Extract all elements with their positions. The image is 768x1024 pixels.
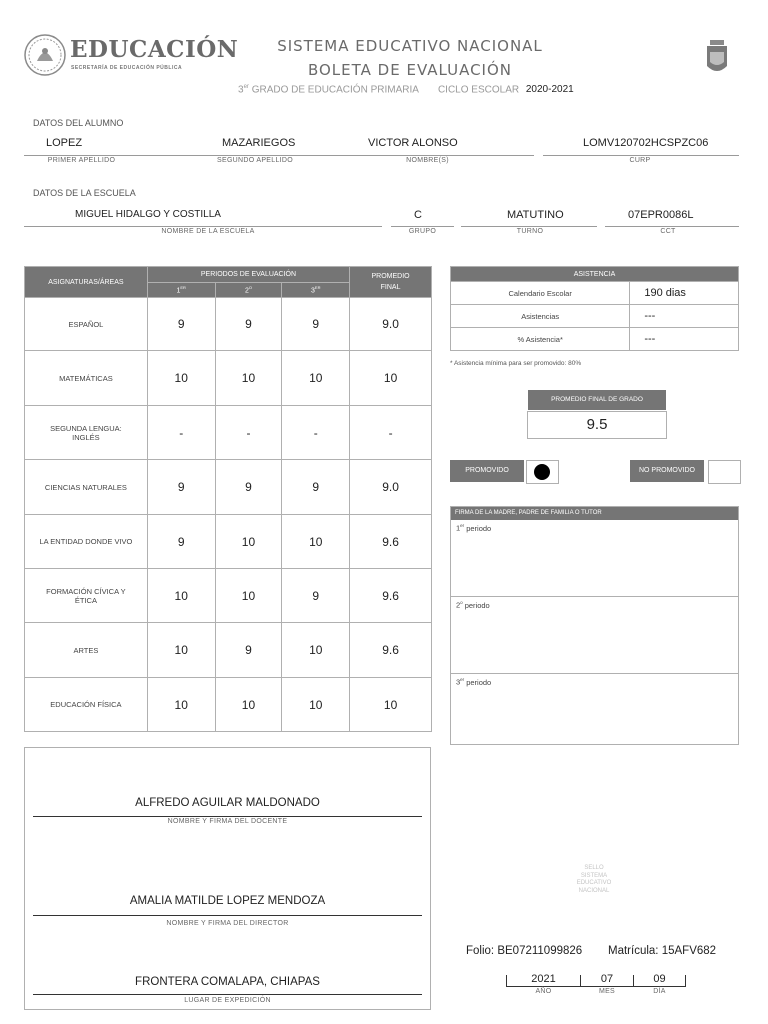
date-year-label: AÑO bbox=[535, 988, 552, 995]
student-first-surname: LOPEZ bbox=[46, 137, 83, 149]
shift-label: TURNO bbox=[516, 228, 544, 235]
final-average: 9.6 bbox=[350, 623, 432, 678]
grade-row bbox=[25, 460, 432, 515]
grade-sup: er bbox=[243, 84, 249, 90]
attendance-label: Calendario Escolar bbox=[451, 282, 630, 305]
date-day-label: DÍA bbox=[653, 988, 666, 995]
final-grade-label: PROMEDIO FINAL DE GRADO bbox=[528, 390, 666, 410]
date-month: 07 bbox=[600, 973, 614, 985]
period-number: 2 bbox=[244, 287, 249, 295]
final-average: 10 bbox=[350, 351, 432, 406]
period-3-grade: 10 bbox=[282, 351, 350, 406]
attendance-value: --- bbox=[630, 328, 739, 351]
student-second-surname: MAZARIEGOS bbox=[222, 137, 296, 149]
attendance-label: Asistencias bbox=[451, 305, 630, 328]
logo-title: EDUCACIÓN bbox=[70, 36, 239, 63]
parent-signature-period-1 bbox=[451, 520, 738, 597]
grade-row bbox=[25, 678, 432, 732]
sep-seal-logo bbox=[24, 34, 66, 76]
period-suffix: ER bbox=[314, 285, 321, 291]
final-average: 9.6 bbox=[350, 515, 432, 569]
period-2-grade: 9 bbox=[215, 298, 282, 351]
period-suffix: o bbox=[460, 600, 463, 605]
subject-name: MATEMÁTICAS bbox=[25, 351, 148, 406]
attendance-value: --- bbox=[630, 305, 739, 328]
promoted-mark-icon bbox=[534, 464, 550, 480]
period-1-grade: 10 bbox=[147, 678, 215, 732]
period-1-grade: 9 bbox=[147, 460, 215, 515]
folio bbox=[466, 945, 582, 957]
final-average: 9.0 bbox=[350, 460, 432, 515]
parent-signature-period-3 bbox=[451, 674, 738, 750]
not-promoted-label: NO PROMOVIDO bbox=[630, 460, 704, 482]
not-promoted-checkbox bbox=[708, 460, 741, 484]
grade-row bbox=[25, 569, 432, 623]
period-2-grade: 9 bbox=[215, 460, 282, 515]
promoted-label: PROMOVIDO bbox=[450, 460, 524, 482]
period-3-grade: 9 bbox=[282, 298, 350, 351]
folio-value: BE07211099826 bbox=[497, 945, 583, 957]
second-surname-label: SEGUNDO APELLIDO bbox=[217, 157, 293, 164]
period-1-grade: 10 bbox=[147, 623, 215, 678]
director-name: AMALIA MATILDE LOPEZ MENDOZA bbox=[129, 895, 326, 907]
school-shift: MATUTINO bbox=[507, 209, 564, 221]
attendance-row bbox=[451, 305, 739, 328]
period-3-grade: - bbox=[282, 406, 350, 460]
period-text: periodo bbox=[464, 600, 490, 610]
cycle-label: CICLO ESCOLAR bbox=[437, 84, 520, 96]
parent-signature-period-2 bbox=[451, 597, 738, 674]
subject-name: FORMACIÓN CÍVICA Y ÉTICA bbox=[25, 569, 148, 623]
place-of-issue: FRONTERA COMALAPA, CHIAPAS bbox=[135, 976, 320, 988]
date-month-label: MES bbox=[598, 988, 616, 995]
period-3-grade: 9 bbox=[282, 460, 350, 515]
period-suffix: ER bbox=[180, 285, 186, 291]
period-1-grade: 9 bbox=[147, 515, 215, 569]
average-header bbox=[350, 267, 432, 298]
group-label: GRUPO bbox=[408, 228, 437, 235]
signatures-box bbox=[24, 747, 431, 1010]
attendance-table bbox=[450, 266, 739, 351]
period-1-grade: 10 bbox=[147, 351, 215, 406]
period-2-grade: 10 bbox=[215, 351, 282, 406]
grade-row bbox=[25, 623, 432, 678]
period-header-2 bbox=[215, 283, 282, 298]
subjects-header: ASIGNATURAS/ÁREAS bbox=[25, 267, 148, 298]
grades-table bbox=[24, 266, 432, 732]
teacher-name: ALFREDO AGUILAR MALDONADO bbox=[135, 797, 320, 809]
document-subtitle: BOLETA DE EVALUACIÓN bbox=[307, 61, 513, 79]
period-number: 3 bbox=[311, 287, 315, 295]
period-text: periodo bbox=[466, 523, 492, 533]
school-name-label: NOMBRE DE LA ESCUELA bbox=[161, 228, 255, 235]
final-average: - bbox=[350, 406, 432, 460]
seal-placeholder bbox=[564, 865, 624, 895]
attendance-row bbox=[451, 328, 739, 351]
period-3-grade: 10 bbox=[282, 515, 350, 569]
cycle-value: 2020-2021 bbox=[525, 84, 574, 96]
period-2-grade: 10 bbox=[215, 678, 282, 732]
period-suffix: er bbox=[460, 677, 465, 682]
school-cct: 07EPR0086L bbox=[628, 209, 694, 221]
director-label: NOMBRE Y FIRMA DEL DIRECTOR bbox=[166, 920, 289, 927]
period-text: periodo bbox=[466, 677, 492, 687]
grade-row bbox=[25, 351, 432, 406]
date-year: 2021 bbox=[531, 973, 556, 985]
folio-label: Folio: bbox=[466, 945, 495, 957]
period-2-grade: - bbox=[215, 406, 282, 460]
grade-line bbox=[238, 84, 574, 95]
attendance-value: 190 dias bbox=[630, 282, 739, 305]
attendance-row bbox=[451, 282, 739, 305]
matricula bbox=[608, 945, 716, 957]
cct-label: CCT bbox=[660, 228, 676, 235]
student-section-label: DATOS DEL ALUMNO bbox=[33, 118, 124, 128]
final-grade-value: 9.5 bbox=[527, 411, 667, 439]
period-3-grade: 10 bbox=[282, 623, 350, 678]
logo-subtitle: SECRETARÍA DE EDUCACIÓN PÚBLICA bbox=[71, 65, 183, 71]
period-number: 3 bbox=[456, 677, 461, 687]
subject-name: CIENCIAS NATURALES bbox=[25, 460, 148, 515]
state-coat-of-arms bbox=[704, 38, 730, 78]
grade-number: 3 bbox=[238, 84, 244, 96]
subject-name: SEGUNDA LENGUA: INGLÉS bbox=[25, 406, 148, 460]
curp-label: CURP bbox=[629, 157, 651, 164]
final-average: 9.6 bbox=[350, 569, 432, 623]
seal-line-2: SISTEMA bbox=[580, 872, 608, 879]
parent-signature-box bbox=[450, 506, 739, 745]
period-2-grade: 10 bbox=[215, 569, 282, 623]
period-1-grade: - bbox=[147, 406, 215, 460]
seal-line-4: NACIONAL bbox=[578, 887, 610, 894]
period-1-grade: 10 bbox=[147, 569, 215, 623]
period-header-1 bbox=[147, 283, 215, 298]
grade-text: GRADO DE EDUCACIÓN PRIMARIA bbox=[251, 84, 419, 96]
place-label: LUGAR DE EXPEDICIÓN bbox=[184, 997, 271, 1004]
subject-name: ARTES bbox=[25, 623, 148, 678]
period-number: 1 bbox=[456, 523, 461, 533]
grade-row bbox=[25, 298, 432, 351]
periods-header: PERIODOS DE EVALUACIÓN bbox=[147, 267, 349, 283]
teacher-label: NOMBRE Y FIRMA DEL DOCENTE bbox=[167, 818, 288, 825]
attendance-note: * Asistencia mínima para ser promovido: 80% bbox=[450, 360, 582, 367]
attendance-header: ASISTENCIA bbox=[451, 267, 739, 282]
seal-line-1: SELLO bbox=[584, 865, 604, 871]
average-header-line2: FINAL bbox=[380, 284, 401, 291]
student-curp: LOMV120702HCSPZC06 bbox=[583, 137, 709, 149]
attendance-label: % Asistencia* bbox=[451, 328, 630, 351]
school-group: C bbox=[414, 209, 422, 221]
period-2-grade: 10 bbox=[215, 515, 282, 569]
parent-signature-header: FIRMA DE LA MADRE, PADRE DE FAMILIA O TUTOR bbox=[451, 507, 738, 520]
subject-name: ESPAÑOL bbox=[25, 298, 148, 351]
subject-name: EDUCACIÓN FÍSICA bbox=[25, 678, 148, 732]
school-name: MIGUEL HIDALGO Y COSTILLA bbox=[75, 209, 221, 220]
matricula-value: 15AFV682 bbox=[661, 945, 717, 957]
period-2-grade: 9 bbox=[215, 623, 282, 678]
grade-row bbox=[25, 406, 432, 460]
promoted-checkbox bbox=[526, 460, 559, 484]
seal-line-3: EDUCATIVO bbox=[576, 880, 612, 886]
average-header-line1: PROMEDIO bbox=[371, 273, 410, 280]
first-surname-label: PRIMER APELLIDO bbox=[47, 157, 116, 164]
period-3-grade: 9 bbox=[282, 569, 350, 623]
grade-row bbox=[25, 515, 432, 569]
school-section-label: DATOS DE LA ESCUELA bbox=[33, 188, 136, 198]
period-suffix: O bbox=[248, 285, 252, 291]
period-header-3 bbox=[282, 283, 350, 298]
period-3-grade: 10 bbox=[282, 678, 350, 732]
names-label: NOMBRE(S) bbox=[406, 157, 449, 164]
subject-name: LA ENTIDAD DONDE VIVO bbox=[25, 515, 148, 569]
date-day: 09 bbox=[653, 973, 666, 985]
document-title: SISTEMA EDUCATIVO NACIONAL bbox=[277, 37, 543, 55]
period-number: 2 bbox=[456, 600, 461, 610]
matricula-label: Matrícula: bbox=[608, 945, 659, 957]
period-number: 1 bbox=[176, 287, 181, 295]
period-suffix: er bbox=[460, 523, 465, 528]
final-average: 9.0 bbox=[350, 298, 432, 351]
student-names: VICTOR ALONSO bbox=[368, 137, 458, 149]
final-average: 10 bbox=[350, 678, 432, 732]
period-1-grade: 9 bbox=[147, 298, 215, 351]
